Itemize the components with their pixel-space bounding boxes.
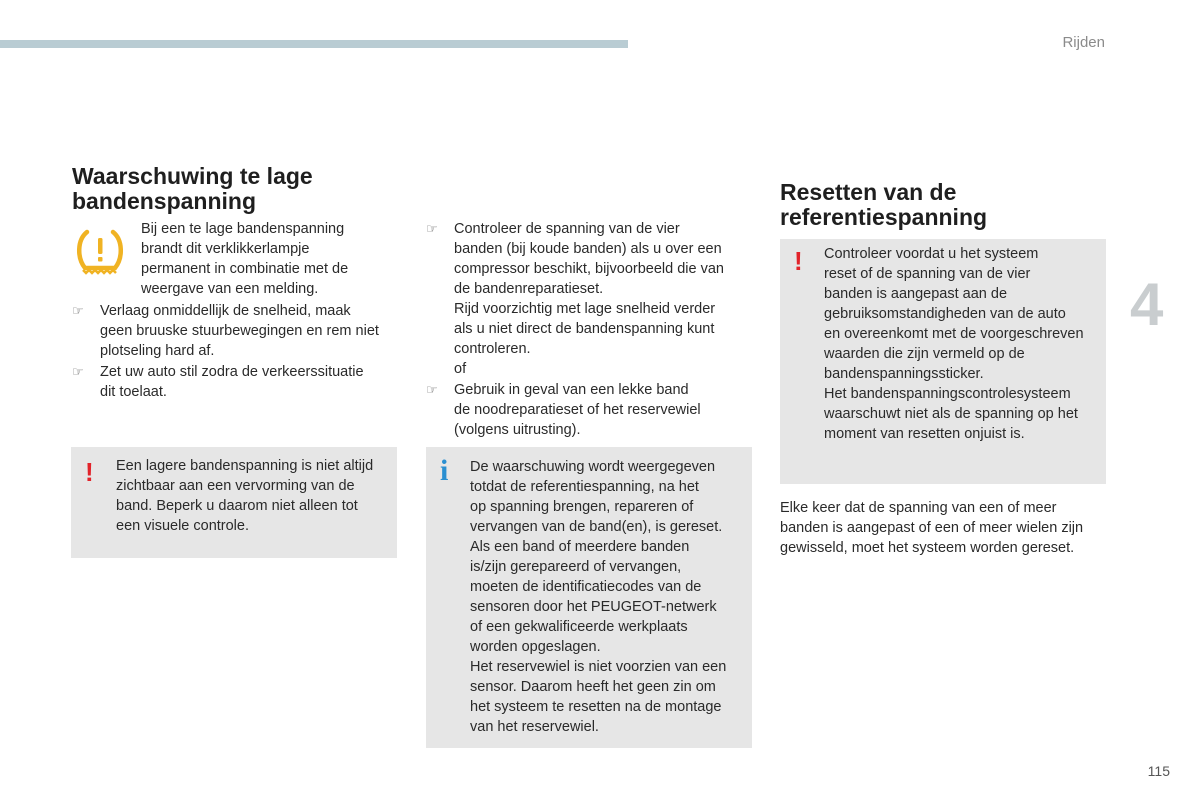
exclamation-icon: ! [794,246,803,276]
right-paragraph [780,498,1083,558]
text-line: Gebruik in geval van een lekke band [454,382,689,398]
text-line: is/zijn gerepareerd of vervangen, [470,559,682,575]
section-label: Rijden [1062,34,1105,51]
text-line: een visuele controle. [116,518,249,534]
text-line: permanent in combinatie met de [141,261,349,277]
page-number: 115 [1147,763,1170,779]
text-line: brandt dit verklikkerlampje [141,241,310,257]
text-line: op spanning brengen, repareren of [470,499,694,515]
left-bullet-1 [100,301,379,361]
text-line: en overeenkomt met de voorgeschreven [824,326,1084,342]
right-warning-text [824,244,1084,444]
left-warning-text [116,456,373,536]
text-line: banden is aangepast of een of meer wielen zijn [780,520,1084,536]
text-line: het systeem te resetten na de montage [470,699,722,715]
text-line: sensoren door het PEUGEOT-netwerk [470,599,717,615]
text-line: (volgens uitrusting). [454,422,581,438]
text-line: dit toelaat. [100,384,167,400]
text-line: zichtbaar aan een vervorming van de [116,478,355,494]
text-line: de noodreparatieset of het reservewiel [454,402,701,418]
right-title [780,180,987,230]
text-line: als u niet direct de bandenspanning kunt [454,321,715,337]
text-line: Het bandenspanningscontrolesysteem [824,386,1071,402]
text-line: worden opgeslagen. [470,639,601,655]
left-title-line2: bandenspanning [72,188,256,214]
text-line: moment van resetten onjuist is. [824,426,1025,442]
text-line: Verlaag onmiddellijk de snelheid, maak [100,303,351,319]
text-line: Rijd voorzichtig met lage snelheid verder [454,301,716,317]
right-title-line2: referentiespanning [780,204,988,230]
exclamation-icon: ! [85,457,94,487]
text-line: vervangen van de band(en), is gereset. [470,519,723,535]
text-line: gewisseld, moet het systeem worden gereset. [780,540,1075,556]
lamp-description [141,219,348,299]
text-line: of een gekwalificeerde werkplaats [470,619,688,635]
text-line: Het reservewiel is niet voorzien van een [470,659,727,675]
pointing-hand-icon: ☞ [72,365,84,380]
text-line: moeten de identificatiecodes van de [470,579,702,595]
text-line: totdat de referentiespanning, na het [470,479,699,495]
pointing-hand-icon: ☞ [72,304,84,319]
pointing-hand-icon: ☞ [426,222,438,237]
middle-bullet-1 [454,219,724,379]
text-line: gebruiksomstandigheden van de auto [824,306,1066,322]
text-line: waarschuwt niet als de spanning op het [824,406,1078,422]
left-title-line1: Waarschuwing te lage [72,163,313,189]
text-line: compressor beschikt, bijvoorbeeld die van [454,261,724,277]
text-line: Bij een te lage bandenspanning [141,221,345,237]
middle-info-text [470,457,726,737]
text-line: De waarschuwing wordt weergegeven [470,459,716,475]
text-line: banden is aangepast aan de [824,286,1008,302]
right-title-line1: Resetten van de [780,179,957,205]
chapter-number: 4 [1130,271,1164,338]
text-line: band. Beperk u daarom niet alleen tot [116,498,358,514]
header-bar [0,40,628,48]
text-line: Elke keer dat de spanning van een of meer [780,500,1057,516]
left-title [72,164,313,214]
text-line: Controleer de spanning van de vier [454,221,680,237]
text-line: Als een band of meerdere banden [470,539,690,555]
text-line: banden (bij koude banden) als u over een [454,241,722,257]
text-line-or: of [454,361,467,377]
pointing-hand-icon: ☞ [426,383,438,398]
text-line: weergave van een melding. [141,281,319,297]
text-line: Controleer voordat u het systeem [824,246,1039,262]
text-line: sensor. Daarom heeft het geen zin om [470,679,716,695]
text-line: reset of de spanning van de vier [824,266,1031,282]
text-line: Een lagere bandenspanning is niet altijd [116,458,374,474]
info-icon: i [440,454,449,487]
text-line: bandenspanningssticker. [824,366,984,382]
tyre-pressure-warning-icon [75,226,125,276]
text-line: plotseling hard af. [100,343,215,359]
text-line: controleren. [454,341,531,357]
left-bullet-2 [100,362,364,402]
text-line: geen bruuske stuurbewegingen en rem niet [100,323,379,339]
text-line: waarden die zijn vermeld op de [824,346,1025,362]
text-line: Zet uw auto stil zodra de verkeerssituatie [100,364,364,380]
text-line: van het reservewiel. [470,719,599,735]
text-line: de bandenreparatieset. [454,281,604,297]
middle-bullet-2 [454,380,701,440]
